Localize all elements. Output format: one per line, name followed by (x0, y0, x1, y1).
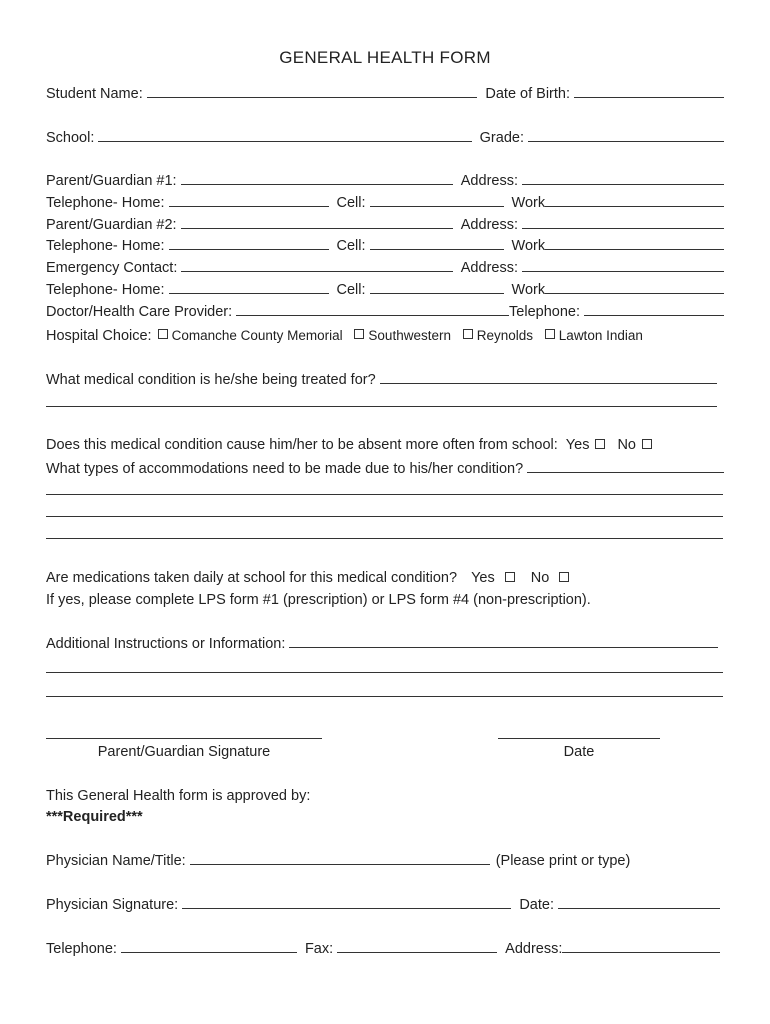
school-field[interactable] (98, 128, 471, 142)
doctor-field[interactable] (236, 302, 509, 316)
emergency-address-label: Address: (460, 260, 518, 276)
telephone-row-2 (46, 236, 724, 256)
additional-field[interactable] (289, 634, 718, 648)
cell-label: Cell: (336, 238, 366, 254)
condition-question: What medical condition is he/she being treated for? (46, 372, 376, 388)
hospital-option-4-label: Lawton Indian (558, 328, 643, 343)
work-label: Work (511, 238, 546, 254)
doctor-telephone-field[interactable] (584, 302, 724, 316)
hospital-option-1-label: Comanche County Memorial (171, 328, 343, 343)
accommodations-line-2[interactable] (46, 515, 723, 517)
medications-row (46, 570, 724, 590)
required-note: ***Required*** (46, 809, 143, 825)
physician-signature-row (46, 895, 720, 915)
absent-yes-checkbox[interactable] (595, 439, 605, 449)
absent-row (46, 437, 724, 457)
medications-yes-label: Yes (471, 570, 495, 586)
medications-question: Are medications taken daily at school for this medical condition? (46, 570, 458, 586)
guardian-1-row (46, 171, 724, 191)
work-field[interactable] (545, 280, 724, 294)
signature-date-line[interactable] (498, 737, 660, 739)
cell-field[interactable] (370, 236, 504, 250)
hospital-option-3-label: Reynolds (476, 328, 534, 343)
guardian-1-address-label: Address: (460, 173, 518, 189)
physician-telephone-label: Telephone: (46, 941, 117, 957)
guardian-2-field[interactable] (181, 215, 453, 229)
doctor-telephone-label: Telephone: (509, 304, 580, 320)
condition-field[interactable] (380, 370, 717, 384)
telephone-home-field[interactable] (169, 236, 329, 250)
form-title: GENERAL HEALTH FORM (279, 48, 491, 67)
physician-fax-field[interactable] (337, 939, 497, 953)
dob-label: Date of Birth: (485, 86, 570, 102)
guardian-2-address-label: Address: (460, 217, 518, 233)
emergency-contact-label: Emergency Contact: (46, 260, 178, 276)
hospital-option-2-label: Southwestern (368, 328, 451, 343)
physician-date-field[interactable] (558, 895, 720, 909)
absent-question: Does this medical condition cause him/her to be absent more often from school: (46, 437, 558, 453)
emergency-address-field[interactable] (522, 258, 724, 272)
physician-name-label: Physician Name/Title: (46, 853, 186, 869)
parent-signature-label: Parent/Guardian Signature (97, 744, 271, 760)
cell-label: Cell: (336, 195, 366, 211)
telephone-row-1 (46, 193, 724, 213)
hospital-option-1-checkbox[interactable] (158, 329, 168, 339)
telephone-home-label: Telephone- Home: (46, 282, 165, 298)
absent-no-label: No (617, 437, 636, 453)
accommodations-field[interactable] (527, 459, 724, 473)
physician-name-field[interactable] (190, 851, 490, 865)
additional-line-2[interactable] (46, 695, 723, 697)
guardian-2-address-field[interactable] (522, 215, 724, 229)
guardian-1-address-field[interactable] (522, 171, 724, 185)
work-field[interactable] (545, 193, 724, 207)
work-field[interactable] (545, 236, 724, 250)
student-row (46, 84, 724, 104)
hospital-option-2-checkbox[interactable] (354, 329, 364, 339)
physician-address-field[interactable] (562, 939, 720, 953)
physician-fax-label: Fax: (304, 941, 334, 957)
telephone-home-label: Telephone- Home: (46, 238, 165, 254)
work-label: Work (511, 282, 546, 298)
accommodations-question: What types of accommodations need to be made due to his/her condition? (46, 461, 524, 477)
absent-yes-label: Yes (565, 437, 590, 453)
guardian-2-label: Parent/Guardian #2: (46, 217, 177, 233)
approval-text: This General Health form is approved by: (46, 788, 311, 804)
medications-yes-checkbox[interactable] (505, 572, 515, 582)
absent-no-checkbox[interactable] (642, 439, 652, 449)
physician-signature-field[interactable] (182, 895, 511, 909)
physician-address-label: Address: (505, 941, 563, 957)
physician-telephone-field[interactable] (121, 939, 297, 953)
accommodations-line-1[interactable] (46, 493, 723, 495)
dob-field[interactable] (574, 84, 724, 98)
additional-label: Additional Instructions or Information: (46, 636, 286, 652)
guardian-1-label: Parent/Guardian #1: (46, 173, 177, 189)
student-name-label: Student Name: (46, 86, 143, 102)
hospital-option-4-checkbox[interactable] (545, 329, 555, 339)
condition-continuation-line[interactable] (46, 405, 717, 407)
condition-row (46, 370, 717, 390)
print-note: (Please print or type) (495, 853, 631, 869)
cell-label: Cell: (336, 282, 366, 298)
grade-label: Grade: (479, 130, 524, 146)
accommodations-row (46, 459, 724, 479)
doctor-label: Doctor/Health Care Provider: (46, 304, 233, 320)
physician-date-label: Date: (519, 897, 554, 913)
school-label: School: (46, 130, 95, 146)
hospital-row (46, 328, 724, 348)
grade-field[interactable] (528, 128, 724, 142)
signature-date-label: Date (563, 744, 595, 760)
telephone-home-field[interactable] (169, 280, 329, 294)
additional-row (46, 634, 718, 654)
work-label: Work (511, 195, 546, 211)
cell-field[interactable] (370, 280, 504, 294)
guardian-2-row (46, 215, 724, 235)
telephone-home-field[interactable] (169, 193, 329, 207)
student-name-field[interactable] (147, 84, 478, 98)
physician-contact-row (46, 939, 720, 959)
lps-form-note: If yes, please complete LPS form #1 (prescription) or LPS form #4 (non-prescription). (46, 592, 591, 608)
school-row (46, 128, 724, 148)
emergency-contact-field[interactable] (181, 258, 452, 272)
emergency-row (46, 258, 724, 278)
hospital-option-3-checkbox[interactable] (463, 329, 473, 339)
accommodations-line-3[interactable] (46, 537, 723, 539)
additional-line-1[interactable] (46, 671, 723, 673)
parent-signature-line[interactable] (46, 737, 322, 739)
hospital-choice-label: Hospital Choice: (46, 328, 152, 344)
physician-signature-label: Physician Signature: (46, 897, 179, 913)
medications-no-label: No (530, 570, 550, 586)
cell-field[interactable] (370, 193, 504, 207)
telephone-row-3 (46, 280, 724, 300)
medications-no-checkbox[interactable] (559, 572, 569, 582)
telephone-home-label: Telephone- Home: (46, 195, 165, 211)
guardian-1-field[interactable] (181, 171, 453, 185)
physician-name-row (46, 851, 724, 871)
doctor-row (46, 302, 724, 322)
